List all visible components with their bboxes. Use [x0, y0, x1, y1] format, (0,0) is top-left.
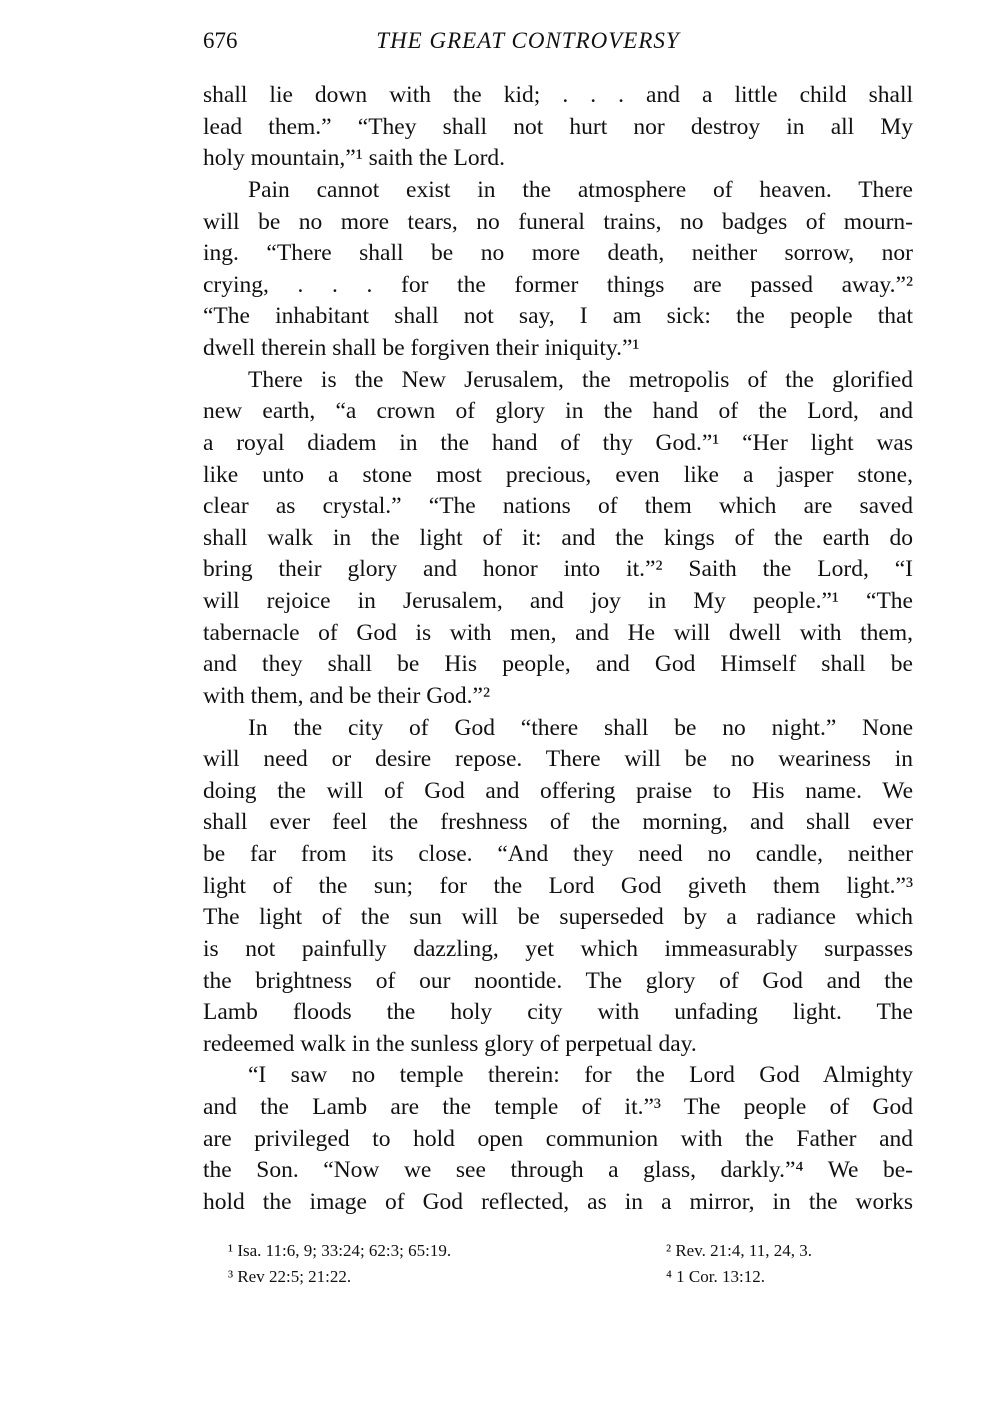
text-line: will be no more tears, no funeral trains, no badges of mourn-: [203, 208, 913, 235]
footnote: ³ Rev 22:5; 21:22.: [228, 1267, 352, 1286]
text-line: lead them.” “They shall not hurt nor destroy in all My: [203, 113, 913, 140]
text-line: like unto a stone most precious, even like a jasper stone,: [203, 461, 913, 488]
text-line: “I saw no temple therein: for the Lord God Almighty: [248, 1062, 913, 1089]
text-line: and the Lamb are the temple of it.”³ The people of God: [203, 1094, 913, 1120]
text-line: the Son. “Now we see through a glass, darkly.”⁴ We be-: [203, 1157, 913, 1184]
text-line: Pain cannot exist in the atmosphere of heaven. There: [248, 176, 913, 203]
page-number: 676: [203, 28, 238, 53]
paragraph: [203, 1060, 913, 1218]
text-line: shall lie down with the kid; . . . and a little child shall: [203, 82, 913, 108]
paragraph: [203, 80, 913, 175]
text-line: clear as crystal.” “The nations of them which are saved: [203, 493, 913, 520]
text-line: “The inhabitant shall not say, I am sick: the people that: [203, 303, 913, 330]
text-line: The light of the sun will be superseded by a radiance which: [203, 904, 913, 931]
text-line: There is the New Jerusalem, the metropolis of the glorified: [248, 366, 913, 393]
page-header: [203, 28, 913, 60]
text-line: crying, . . . for the former things are passed away.”²: [203, 271, 913, 298]
footnote: ¹ Isa. 11:6, 9; 33:24; 62:3; 65:19.: [228, 1241, 452, 1260]
text-line: is not painfully dazzling, yet which immeasurably surpasses: [203, 935, 913, 962]
text-line: will rejoice in Jerusalem, and joy in My people.”¹ “The: [203, 588, 913, 614]
text-line: bring their glory and honor into it.”² Saith the Lord, “I: [203, 556, 913, 583]
paragraph: [203, 365, 913, 713]
text-line: ing. “There shall be no more death, neither sorrow, nor: [203, 240, 913, 267]
paragraph: [203, 175, 913, 365]
text-line: holy mountain,”¹ saith the Lord.: [203, 145, 506, 172]
text-line: with them, and be their God.”²: [203, 682, 491, 709]
text-line: light of the sun; for the Lord God giveth them light.”³: [203, 872, 913, 899]
text-line: tabernacle of God is with men, and He will dwell with them,: [203, 619, 913, 646]
text-line: dwell therein shall be forgiven their iniquity.”¹: [203, 335, 640, 361]
text-line: the brightness of our noontide. The glory of God and the: [203, 967, 913, 994]
text-line: and they shall be His people, and God Himself shall be: [203, 651, 913, 678]
text-line: are privileged to hold open communion with the Father and: [203, 1125, 913, 1152]
body-text: [203, 80, 913, 1219]
text-line: shall walk in the light of it: and the kings of the earth do: [203, 524, 913, 551]
text-line: doing the will of God and offering praise to His name. We: [203, 777, 913, 804]
text-line: In the city of God “there shall be no night.” None: [248, 714, 913, 741]
running-head: THE GREAT CONTROVERSY: [376, 28, 680, 53]
text-line: shall ever feel the freshness of the morning, and shall ever: [203, 809, 913, 836]
paragraph: [203, 713, 913, 1061]
text-line: redeemed walk in the sunless glory of perpetual day.: [203, 1030, 697, 1057]
text-line: Lamb floods the holy city with unfading light. The: [203, 999, 913, 1026]
text-line: hold the image of God reflected, as in a mirror, in the works: [203, 1188, 913, 1215]
text-line: a royal diadem in the hand of thy God.”¹ “Her light was: [203, 429, 913, 456]
text-line: will need or desire repose. There will be no weariness in: [203, 746, 913, 773]
text-line: be far from its close. “And they need no candle, neither: [203, 841, 913, 867]
footnote: ² Rev. 21:4, 11, 24, 3.: [666, 1241, 812, 1260]
text-line: new earth, “a crown of glory in the hand of the Lord, and: [203, 398, 913, 425]
footnote: ⁴ 1 Cor. 13:12.: [666, 1267, 765, 1286]
